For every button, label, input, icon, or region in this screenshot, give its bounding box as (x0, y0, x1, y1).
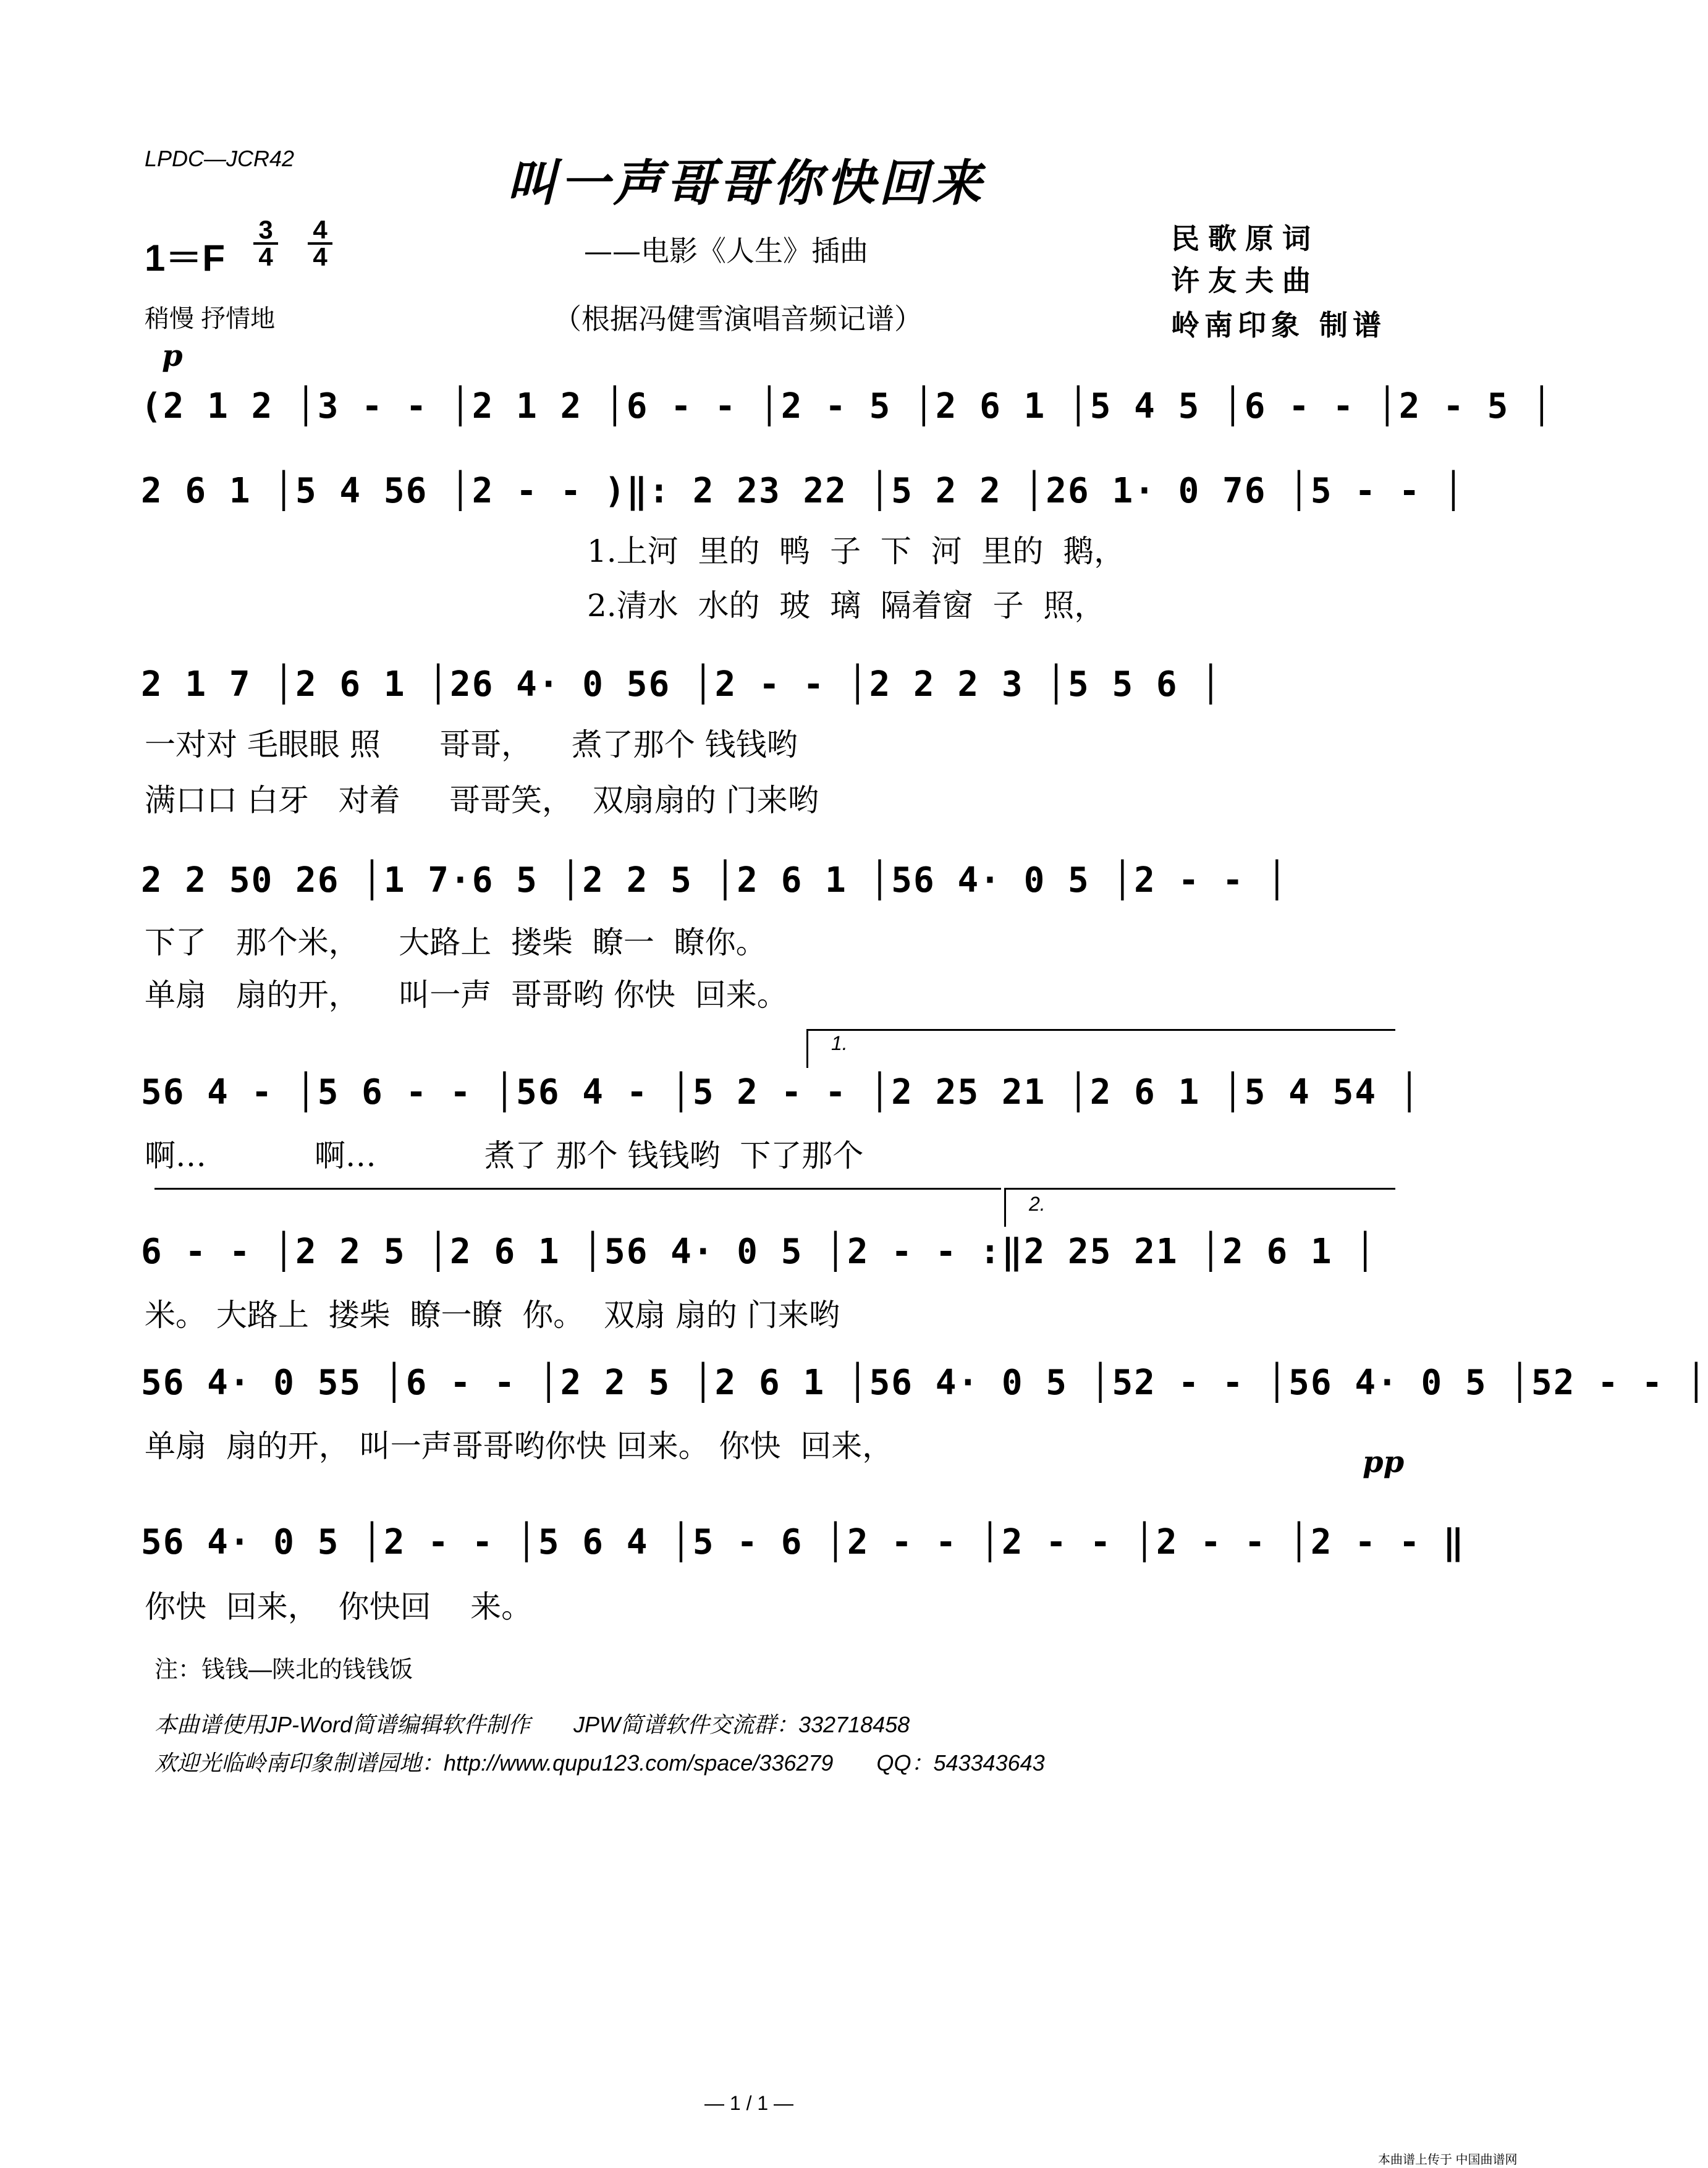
lyric-line-3-verse-1: 一对对 毛眼眼 照 哥哥， 煮了那个 钱钱哟 (145, 727, 798, 763)
first-ending-bracket (806, 1029, 1395, 1068)
score-line-5: 56 4 - │5 6 - - │56 4 - │5 2 - - │2 25 21 │2 6 1 │5 4 54 │ (141, 1072, 1421, 1112)
time-signature-4-4: $\frac{4}{4}$ (308, 218, 332, 269)
first-ending-number: 1. (831, 1032, 848, 1054)
second-ending-bracket (1004, 1188, 1395, 1227)
lyric-line-8: 你快 回来， 你快回 来。 (145, 1589, 533, 1625)
dynamic-pianissimo: pp (1363, 1445, 1405, 1480)
time-signature-3-4: $\frac{3}{4}$ (253, 218, 278, 269)
score-line-2: 2 6 1 │5 4 56 │2 - - )‖: 2 23 22 │5 2 2 │26 1· 0 76 │5 - - │ (141, 471, 1465, 511)
score-line-3: 2 1 7 │2 6 1 │26 4· 0 56 │2 - - │2 2 2 3 │5 5 6 │ (141, 664, 1223, 705)
lyric-line-4-verse-1: 下了 那个米， 大路上 搂柴 瞭一 瞭你。 (145, 925, 767, 960)
footnote: 注：钱钱—陕北的钱钱饭 (154, 1657, 413, 1683)
lyric-line-5: 啊… 啊… 煮了 那个 钱钱哟 下了那个 (145, 1138, 864, 1174)
lyric-line-2-verse-2: 2.清水 水的 玻 璃 隔着窗 子 照， (587, 588, 1106, 624)
song-title: 叫一声哥哥你快回来 (507, 154, 985, 212)
lyric-line-6: 米。 大路上 搂柴 瞭一瞭 你。 双扇 扇的 门来哟 (145, 1297, 840, 1333)
lyric-line-3-verse-2: 满口口 白牙 对着 哥哥笑， 双扇扇的 门来哟 (145, 782, 819, 818)
website-credit: 欢迎光临岭南印象制谱园地：http://www.qupu123.com/space/336279 QQ：543343643 (154, 1750, 1045, 1776)
dynamic-piano: p (162, 339, 183, 373)
lyric-line-2-verse-1: 1.上河 里的 鸭 子 下 河 里的 鹅， (587, 533, 1125, 569)
score-code: LPDC—JCR42 (145, 146, 295, 171)
lyric-line-7: 单扇 扇的开， 叫一声哥哥哟你快 回来。 你快 回来， (145, 1428, 894, 1464)
transcription-source: （根据冯健雪演唱音频记谱） (553, 302, 923, 336)
upload-watermark: 本曲谱上传于 中国曲谱网 (1378, 2153, 1518, 2167)
arranger-credit: 岭南印象 制谱 (1171, 308, 1387, 342)
key-signature: 1＝F (145, 237, 226, 279)
first-ending-continuation (154, 1188, 1001, 1190)
lyricist-credit: 民歌原词 (1171, 222, 1319, 255)
score-line-8: 56 4· 0 5 │2 - - │5 6 4 │5 - 6 │2 - - │2 - - │2 - - │2 - - ‖ (141, 1522, 1465, 1562)
software-credit: 本曲谱使用JP-Word简谱编辑软件制作 JPW简谱软件交流群：332718458 (154, 1712, 910, 1737)
composer-credit: 许友夫曲 (1171, 264, 1319, 297)
score-line-6: 6 - - │2 2 5 │2 6 1 │56 4· 0 5 │2 - - :‖2 25 21 │2 6 1 │ (141, 1232, 1377, 1272)
score-line-7: 56 4· 0 55 │6 - - │2 2 5 │2 6 1 │56 4· 0 5 │52 - - │56 4· 0 5 │52 - - │ (141, 1363, 1708, 1403)
tempo-marking: 稍慢 抒情地 (145, 305, 276, 332)
page-number: — 1 / 1 — (704, 2092, 794, 2114)
second-ending-number: 2. (1029, 1193, 1046, 1215)
lyric-line-4-verse-2: 单扇 扇的开， 叫一声 哥哥哟 你快 回来。 (145, 977, 788, 1013)
score-line-1: (2 1 2 │3 - - │2 1 2 │6 - - │2 - 5 │2 6 1 │5 4 5 │6 - - │2 - 5 │ (141, 386, 1554, 426)
subtitle: ——电影《人生》插曲 (584, 234, 868, 268)
score-line-4: 2 2 50 26 │1 7·6 5 │2 2 5 │2 6 1 │56 4· 0 5 │2 - - │ (141, 860, 1289, 900)
